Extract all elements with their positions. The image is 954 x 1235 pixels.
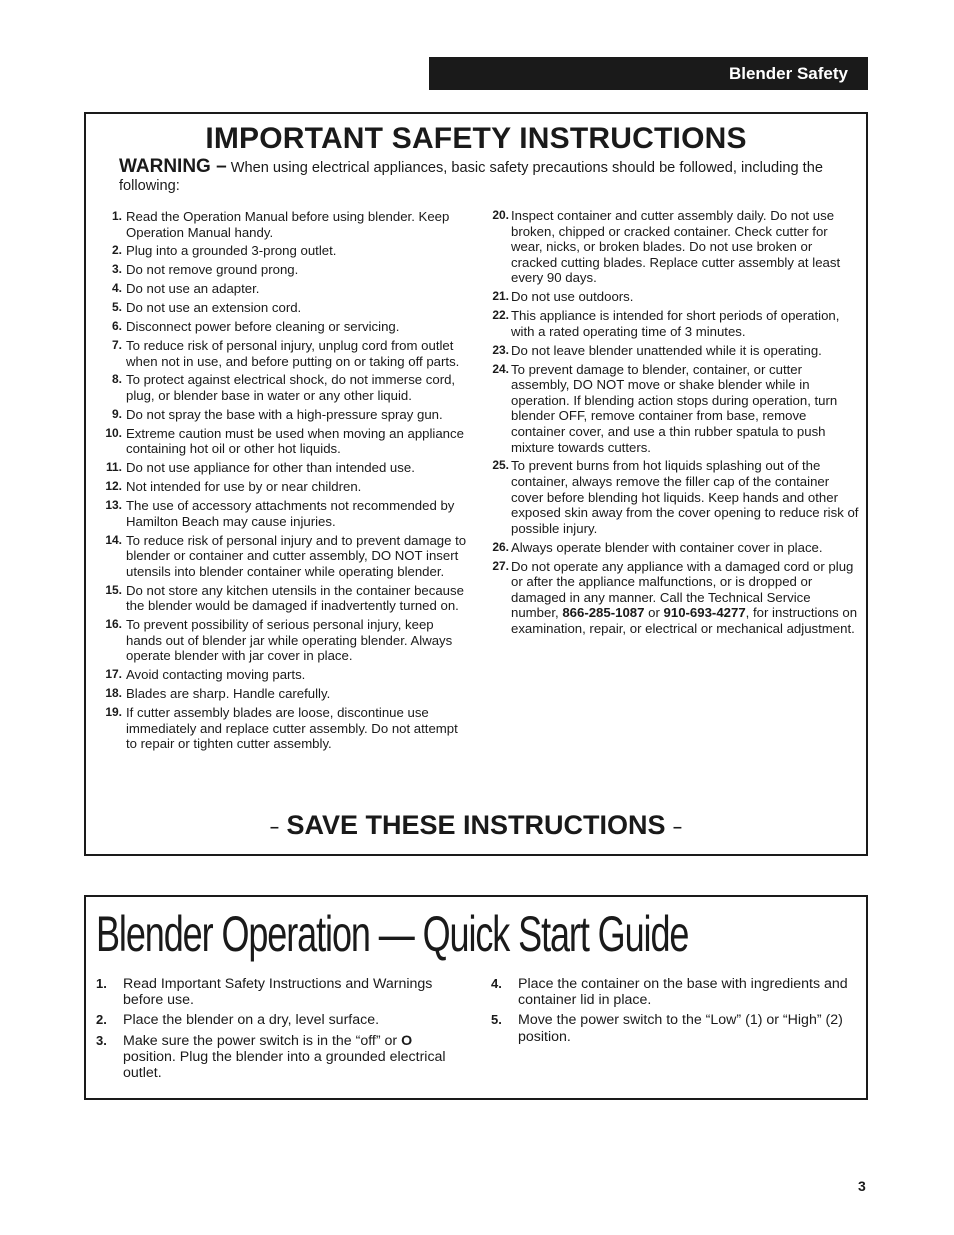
- safety-list-left: [100, 209, 470, 755]
- item-number: 12.: [105, 479, 122, 494]
- item-text: Do not leave blender unattended while it is operating.: [511, 342, 822, 358]
- item-number: 1.: [96, 976, 107, 991]
- list-item: [100, 426, 470, 457]
- list-item: [485, 289, 859, 305]
- item-number: 9.: [111, 406, 122, 421]
- warning-label: WARNING –: [119, 156, 227, 177]
- guide-list-left: [96, 976, 466, 1085]
- list-item: [485, 458, 859, 536]
- item-text: Not intended for use by or near children.: [126, 479, 362, 495]
- item-text: Blades are sharp. Handle carefully.: [126, 686, 331, 702]
- item-number: 4.: [111, 281, 122, 296]
- list-item: [100, 460, 470, 476]
- item-text: Do not use an extension cord.: [126, 300, 302, 316]
- item-number: 2.: [111, 243, 122, 258]
- item-number: 7.: [111, 337, 122, 352]
- item-text: The use of accessory attachments not recommended by Hamilton Beach may cause injuries.: [126, 498, 455, 529]
- item-number: 16.: [105, 617, 122, 632]
- list-item: [96, 976, 466, 1008]
- list-item: [485, 362, 859, 456]
- item-number: 18.: [105, 686, 122, 701]
- item-text: Disconnect power before cleaning or servicing.: [126, 319, 400, 335]
- item-number: 20.: [492, 208, 509, 222]
- guide-title: Blender Operation — Quick Start Guide: [96, 906, 689, 962]
- item-number: 5.: [491, 1012, 502, 1028]
- list-item: [100, 686, 470, 702]
- item-number: 3.: [111, 262, 122, 277]
- item-text: To protect against electrical shock, do not immerse cord, plug, or blender base in water or any other liquid.: [126, 372, 456, 404]
- list-item: [100, 705, 470, 752]
- phone-number: 866-285-1087: [562, 605, 645, 621]
- item-number: 27.: [492, 558, 509, 573]
- item-number: 21.: [492, 289, 509, 304]
- item-number: 19.: [105, 704, 122, 719]
- item-number: 23.: [492, 342, 509, 357]
- list-item: [485, 559, 859, 637]
- safety-instructions-box: [84, 112, 868, 856]
- page-number: 3: [858, 1178, 866, 1194]
- item-text: Do not operate any appliance with a damaged cord or plug or after the appliance malfunctions, or is dropped or damaged in any manner. Call the Technical Service number, 866-285-1087 or 910-693-4277, for instructions on examination, repair, or electrical or mechanical adjustment.: [511, 558, 858, 636]
- item-text: Do not use outdoors.: [511, 289, 634, 305]
- list-item: [100, 533, 470, 580]
- guide-list-right: [491, 976, 861, 1049]
- item-text: This appliance is intended for short periods of operation, with a rated operating time of 3 minutes.: [511, 308, 840, 339]
- list-item: [96, 1012, 466, 1028]
- item-number: 1.: [111, 209, 122, 223]
- item-text: To reduce risk of personal injury, unplug cord from outlet when not in use, and before putting on or taking off parts.: [126, 337, 460, 369]
- item-number: 13.: [105, 498, 122, 513]
- item-text: Avoid contacting moving parts.: [126, 667, 306, 683]
- list-item: [100, 281, 470, 297]
- list-item: [100, 407, 470, 423]
- item-number: 25.: [492, 458, 509, 473]
- item-text: Move the power switch to the “Low” (1) or “High” (2) position.: [518, 1012, 843, 1045]
- item-number: 5.: [111, 300, 122, 315]
- list-item: [485, 540, 859, 556]
- item-number: 2.: [96, 1012, 107, 1028]
- item-number: 4.: [491, 976, 502, 991]
- item-number: 8.: [111, 372, 122, 387]
- list-item: [485, 208, 859, 286]
- item-text: Read Important Safety Instructions and Warnings before use.: [123, 976, 433, 1009]
- item-text: Read the Operation Manual before using blender. Keep Operation Manual handy.: [126, 209, 450, 240]
- item-text: Do not spray the base with a high-pressure spray gun.: [126, 406, 443, 422]
- list-item: [100, 479, 470, 495]
- phone-number: 910-693-4277: [663, 605, 746, 621]
- item-text: If cutter assembly blades are loose, discontinue use immediately and replace cutter assembly. Do not attempt to repair or tighten cutter assembly.: [126, 704, 458, 752]
- safety-title: IMPORTANT SAFETY INSTRUCTIONS: [205, 122, 747, 155]
- list-item: [485, 308, 859, 339]
- warning-text: When using electrical appliances, basic safety precautions should be followed, including the following:: [119, 160, 823, 194]
- item-number: 3.: [96, 1032, 107, 1048]
- save-instructions-heading: – SAVE THESE INSTRUCTIONS –: [270, 810, 682, 840]
- item-text: Place the container on the base with ingredients and container lid in place.: [518, 976, 848, 1009]
- list-item: [100, 262, 470, 278]
- item-text: Extreme caution must be used when moving an appliance containing hot oil or other hot liquids.: [126, 425, 464, 457]
- item-text: To prevent burns from hot liquids splashing out of the container, always remove the filler cap of the container cover before blending hot liquids. Keep hands and other exposed skin away from the cover opening to reduce risk of possible injury.: [511, 458, 859, 536]
- item-text: Do not use appliance for other than intended use.: [126, 460, 415, 476]
- list-item: [100, 583, 470, 614]
- item-number: 24.: [492, 361, 509, 376]
- item-text: To prevent damage to blender, container, or cutter assembly, DO NOT move or shake blender while in operation. If blending action stops during operation, turn blender OFF, remove container from base, remove container cover, and use a thin rubber spatula to push mixture towards cutters.: [511, 361, 838, 455]
- list-item: [491, 1012, 861, 1044]
- item-text: Plug into a grounded 3-prong outlet.: [126, 243, 337, 259]
- list-item: [100, 667, 470, 683]
- item-text: Inspect container and cutter assembly daily. Do not use broken, chipped or cracked container. Check cutter for wear, nicks, or broken blades. Do not use broken or cracked cutting blades. Replace cutter assembly at least every 90 days.: [511, 208, 841, 286]
- item-text: Always operate blender with container cover in place.: [511, 539, 823, 555]
- list-item: [100, 498, 470, 529]
- list-item: [485, 343, 859, 359]
- item-text: Do not remove ground prong.: [126, 262, 299, 278]
- item-number: 22.: [492, 308, 509, 323]
- item-number: 14.: [105, 532, 122, 547]
- list-item: [100, 338, 470, 369]
- list-item: [100, 617, 470, 664]
- item-text: To prevent possibility of serious personal injury, keep hands out of blender jar while operating blender. Always operate blender with jar cover in place.: [126, 617, 453, 664]
- list-item: [100, 300, 470, 316]
- item-number: 11.: [105, 460, 122, 475]
- item-text: Do not store any kitchen utensils in the container because the blender would be damaged if inadvertently turned on.: [126, 582, 464, 614]
- warning-paragraph: [119, 158, 852, 195]
- item-text: Place the blender on a dry, level surface.: [123, 1012, 380, 1029]
- list-item: [96, 1033, 466, 1082]
- safety-list-right: [485, 208, 859, 640]
- item-text: Do not use an adapter.: [126, 281, 260, 297]
- item-number: 15.: [105, 582, 122, 597]
- section-header-tab: Blender Safety: [429, 57, 868, 90]
- item-text: Make sure the power switch is in the “off” or O position. Plug the blender into a grounded electrical outlet.: [123, 1032, 446, 1082]
- item-number: 6.: [111, 319, 122, 334]
- item-number: 26.: [492, 539, 509, 554]
- item-text: To reduce risk of personal injury and to prevent damage to blender or container and cutter assembly, DO NOT insert utensils into blender container while operating blender.: [126, 532, 467, 579]
- item-number: 17.: [105, 667, 122, 682]
- quick-start-guide-box: [84, 895, 868, 1100]
- list-item: [100, 243, 470, 259]
- list-item: [491, 976, 861, 1008]
- list-item: [100, 319, 470, 335]
- list-item: [100, 372, 470, 403]
- item-number: 10.: [105, 425, 122, 440]
- list-item: [100, 209, 470, 240]
